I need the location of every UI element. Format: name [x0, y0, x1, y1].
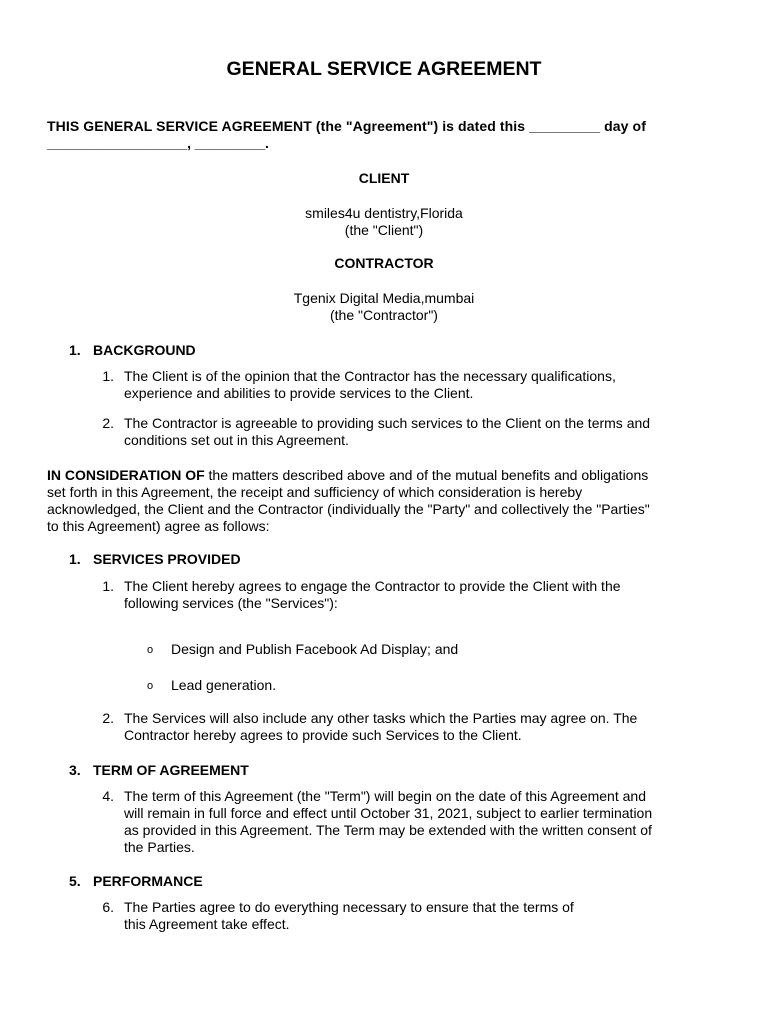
term-item-line-1: The term of this Agreement (the "Term") will begin on the date of this Agreement and	[124, 788, 646, 804]
term-item-number: 4.	[102, 788, 114, 804]
background-item-1-line-2: experience and abilities to provide services to the Client.	[124, 385, 474, 401]
contractor-name: Tgenix Digital Media,mumbai	[293, 290, 475, 306]
document-title: GENERAL SERVICE AGREEMENT	[226, 58, 542, 80]
section-heading-performance: PERFORMANCE	[93, 873, 203, 889]
section-number-services: 1.	[69, 551, 81, 567]
performance-item-line-2: this Agreement take effect.	[124, 916, 290, 932]
services-item-1-line-2: following services (the "Services"):	[124, 595, 338, 611]
client-alias: (the "Client")	[344, 222, 424, 238]
intro-line-2: __________________, _________.	[47, 135, 269, 151]
section-heading-term: TERM OF AGREEMENT	[93, 762, 249, 778]
section-number-term: 3.	[69, 762, 81, 778]
services-item-2-line-1: The Services will also include any other tasks which the Parties may agree on. The	[124, 710, 638, 726]
background-item-2-line-2: conditions set out in this Agreement.	[124, 432, 349, 448]
term-item-line-4: the Parties.	[124, 839, 195, 855]
term-item-line-3: as provided in this Agreement. The Term may be extended with the written consent of	[124, 822, 652, 838]
services-bullet-2: Lead generation.	[171, 677, 277, 693]
background-item-2-line-1: The Contractor is agreeable to providing such services to the Client on the terms and	[124, 415, 651, 431]
consideration-lead: IN CONSIDERATION OF	[47, 467, 205, 483]
consideration-line-3: acknowledged, the Client and the Contractor (individually the "Party" and collectively the "Parties"	[47, 501, 650, 517]
consideration-line-1	[47, 467, 648, 484]
background-item-1-number: 1.	[102, 368, 114, 384]
intro-line-1: THIS GENERAL SERVICE AGREEMENT (the "Agreement") is dated this _________ day of	[47, 118, 646, 134]
performance-item-number: 6.	[102, 899, 114, 915]
consideration-line-2: set forth in this Agreement, the receipt and sufficiency of which consideration is hereby	[47, 484, 583, 500]
background-item-2-number: 2.	[102, 415, 114, 431]
section-heading-background: BACKGROUND	[93, 342, 196, 358]
background-item-1-line-1: The Client is of the opinion that the Contractor has the necessary qualifications,	[124, 368, 616, 384]
client-heading: CLIENT	[358, 170, 410, 186]
consideration-line-1-rest: the matters described above and of the mutual benefits and obligations	[204, 467, 649, 483]
section-number-background: 1.	[69, 342, 81, 358]
services-item-1-number: 1.	[102, 578, 114, 594]
services-bullet-1: Design and Publish Facebook Ad Display; and	[171, 641, 459, 657]
services-item-2-number: 2.	[102, 710, 114, 726]
contractor-alias: (the "Contractor")	[330, 307, 438, 323]
term-item-line-2: will remain in full force and effect until October 31, 2021, subject to earlier termination	[124, 805, 653, 821]
services-item-1-line-1: The Client hereby agrees to engage the Contractor to provide the Client with the	[124, 578, 621, 594]
section-number-performance: 5.	[69, 873, 81, 889]
section-heading-services: SERVICES PROVIDED	[93, 551, 241, 567]
bullet-glyph: o	[147, 644, 154, 656]
client-name: smiles4u dentistry,Florida	[305, 205, 463, 221]
consideration-line-4: to this Agreement) agree as follows:	[47, 518, 270, 534]
services-item-2-line-2: Contractor hereby agrees to provide such Services to the Client.	[124, 727, 522, 743]
bullet-glyph: o	[147, 680, 154, 692]
contractor-heading: CONTRACTOR	[334, 255, 434, 271]
performance-item-line-1: The Parties agree to do everything necessary to ensure that the terms of	[124, 899, 574, 915]
